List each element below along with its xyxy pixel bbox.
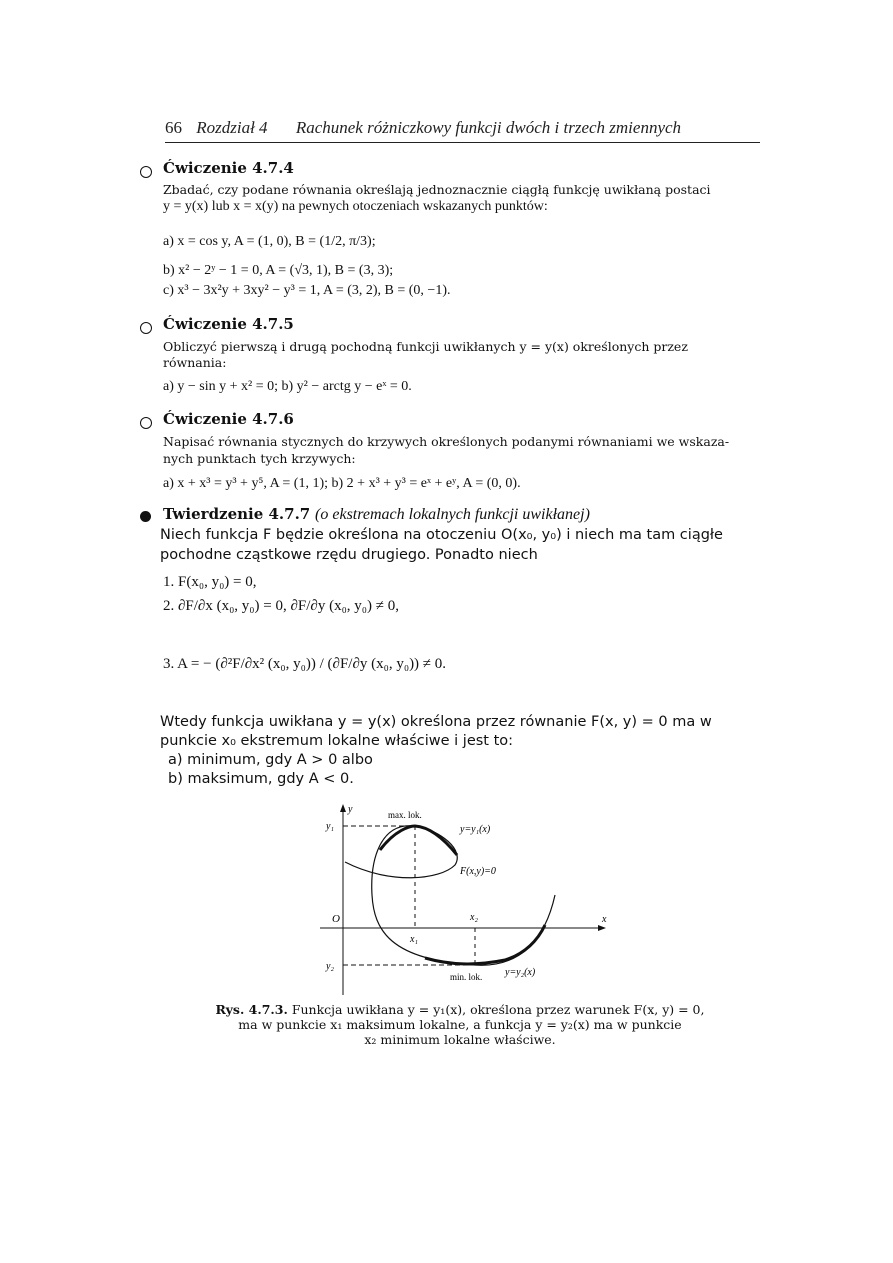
exercise-title: Ćwiczenie 4.7.4 [163, 159, 294, 177]
theorem-text: pochodne cząstkowe rzędu drugiego. Ponadto niech [160, 547, 538, 563]
condition-2-text: 2. ∂F/∂x (x₀, y₀) = 0, ∂F/∂y (x₀, y₀) ≠ 0, [163, 598, 400, 614]
exercise-text: y = y(x) lub x = x(y) na pewnych otoczeniach wskazanych punktów: [163, 199, 548, 214]
theorem-conclusion: punkcie x₀ ekstremum lokalne właściwe i jest to: [160, 733, 514, 749]
x2-label: x₂ [470, 912, 478, 923]
condition-1: 1. F(x₀, y₀) = 0, [163, 574, 257, 590]
curve-y2-label: y=y₂(x) [505, 967, 536, 978]
curve-y1-label: y=y₁(x) [460, 824, 491, 835]
caption-number: Rys. 4.7.3. [215, 1002, 288, 1017]
theorem-case: b) maksimum, gdy A < 0. [168, 771, 354, 787]
y1-label: y₁ [326, 821, 334, 832]
x-axis-label: x [602, 914, 607, 925]
exercise-title: Ćwiczenie 4.7.6 [163, 410, 294, 428]
condition-2 [163, 597, 399, 615]
theorem-text: Niech funkcja F będzie określona na otoczeniu O(x₀, y₀) i niech ma tam ciągłe [160, 527, 723, 543]
header-rule [165, 142, 760, 143]
exercise-title: Ćwiczenie 4.7.5 [163, 315, 294, 333]
theorem-conclusion: Wtedy funkcja uwikłana y = y(x) określona przez równanie F(x, y) = 0 ma w [160, 714, 712, 730]
x-axis-arrow-icon [598, 925, 606, 931]
branch-y2 [425, 925, 545, 964]
open-bullet-icon [140, 166, 152, 178]
x1-label: x₁ [410, 934, 418, 945]
page-number: 66 [165, 118, 182, 137]
exercise-text: nych punktach tych krzywych: [163, 451, 356, 466]
caption-line: x₂ minimum lokalne właściwe. [364, 1032, 556, 1047]
exercise-item: b) x² − 2ʸ − 1 = 0, A = (√3, 1), B = (3, 3); [163, 263, 394, 278]
page-header [165, 118, 760, 138]
theorem-case: a) minimum, gdy A > 0 albo [168, 752, 373, 768]
y-axis-arrow-icon [340, 804, 346, 812]
origin-label: O [332, 913, 340, 925]
max-label: max. lok. [388, 810, 422, 820]
condition-3 [163, 655, 446, 673]
open-bullet-icon [140, 322, 152, 334]
exercise-item: c) x³ − 3x²y + 3xy² − y³ = 1, A = (3, 2), B = (0, −1). [163, 283, 451, 298]
theorem-subtitle: (o ekstremach lokalnych funkcji uwikłanej) [315, 506, 590, 523]
exercise-text: Obliczyć pierwszą i drugą pochodną funkcji uwikłanych y = y(x) określonych przez [163, 339, 688, 354]
exercise-item: a) x + x³ = y³ + y⁵, A = (1, 1); b) 2 + x³ + y³ = eˣ + eʸ, A = (0, 0). [163, 476, 521, 491]
figure-implicit-function [300, 800, 620, 1000]
y2-label: y₂ [326, 961, 334, 972]
chapter-title: Rachunek różniczkowy funkcji dwóch i trzech zmiennych [295, 118, 682, 137]
caption-line: ma w punkcie x₁ maksimum lokalne, a funkcja y = y₂(x) ma w punkcie [238, 1017, 682, 1032]
caption-line: Funkcja uwikłana y = y₁(x), określona przez warunek F(x, y) = 0, [291, 1002, 705, 1017]
condition-3-text: 3. A = − (∂²F/∂x² (x₀, y₀)) / (∂F/∂y (x₀, y₀)) ≠ 0. [163, 656, 447, 672]
figure-caption [160, 1002, 760, 1047]
exercise-item: a) y − sin y + x² = 0; b) y² − arctg y − eˣ = 0. [163, 379, 412, 394]
theorem-number: Twierdzenie 4.7.7 [163, 505, 311, 523]
branch-y1 [380, 826, 457, 855]
curve-f-label: F(x,y)=0 [460, 866, 496, 877]
theorem-title [163, 505, 590, 524]
open-bullet-icon [140, 417, 152, 429]
exercise-text: równania: [163, 355, 227, 370]
filled-bullet-icon [140, 511, 151, 522]
exercise-text: Napisać równania stycznych do krzywych określonych podanymi równaniami we wskaza- [163, 434, 730, 449]
min-label: min. lok. [450, 972, 483, 982]
y-axis-label: y [348, 804, 353, 815]
exercise-item: a) x = cos y, A = (1, 0), B = (1/2, π/3); [163, 234, 376, 249]
chapter-label: Rozdział 4 [196, 118, 268, 137]
exercise-text: Zbadać, czy podane równania określają jednoznacznie ciągłą funkcję uwikłaną postaci [163, 182, 711, 197]
